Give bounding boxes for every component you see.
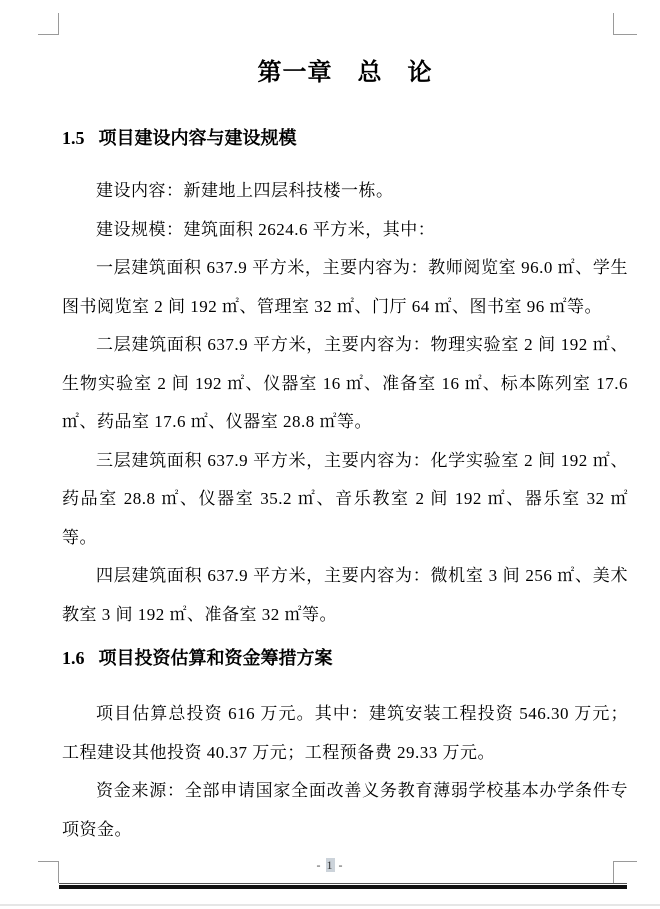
paragraph-construction-content: 建设内容：新建地上四层科技楼一栋。 [96,181,394,200]
section-heading-1-6 [62,644,628,673]
section-number: 1.5 [62,128,85,148]
page-number: 1 [326,858,334,872]
chapter-title: 第一章 总 论 [257,60,433,86]
paragraph-construction-scale: 建设规模：建筑面积 2624.6 平方米，其中： [96,219,436,239]
section-heading-text: 项目投资估算和资金筹措方案 [98,648,333,669]
footer-bottom-rule-thick-line [59,885,627,889]
page-footer [0,856,660,874]
page-number-suffix: - [334,858,344,872]
document-body [62,0,628,849]
paragraph-floor-2: 二层建筑面积 637.9 平方米，主要内容为：物理实验室 2 间 192 ㎡、生物实验室 2 间 192 ㎡、仪器室 16 ㎡、准备室 16 ㎡、标本陈列室 17.6 ㎡、药品室 17.6 ㎡、仪器室 28.8 ㎡等。 [62,335,628,431]
paragraph-floor-1: 一层建筑面积 637.9 平方米，主要内容为：教师阅览室 96.0 ㎡、学生图书阅览室 2 间 192 ㎡、管理室 32 ㎡、门厅 64 ㎡、图书室 96 ㎡等。 [62,258,628,316]
paragraph-funding-source: 资金来源：全部申请国家全面改善义务教育薄弱学校基本办学条件专项资金。 [62,781,628,839]
section-heading-1-5 [62,124,628,153]
page-bottom-edge [0,904,660,906]
page-number-prefix: - [316,858,326,872]
paragraph-investment-estimate: 项目估算总投资 616 万元。其中：建筑安装工程投资 546.30 万元；工程建设其他投资 40.37 万元；工程预备费 29.33 万元。 [62,704,628,762]
section-number: 1.6 [62,648,85,668]
section-heading-text: 项目建设内容与建设规模 [98,128,297,149]
crop-mark-top-left [38,13,59,35]
paragraph-floor-4: 四层建筑面积 637.9 平方米，主要内容为：微机室 3 间 256 ㎡、美术教室 3 间 192 ㎡、准备室 32 ㎡等。 [62,566,628,624]
footer-bottom-rule [59,883,627,889]
paragraph-floor-3: 三层建筑面积 637.9 平方米，主要内容为：化学实验室 2 间 192 ㎡、药品室 28.8 ㎡、仪器室 35.2 ㎡、音乐教室 2 间 192 ㎡、器乐室 32 ㎡等。 [62,450,628,547]
